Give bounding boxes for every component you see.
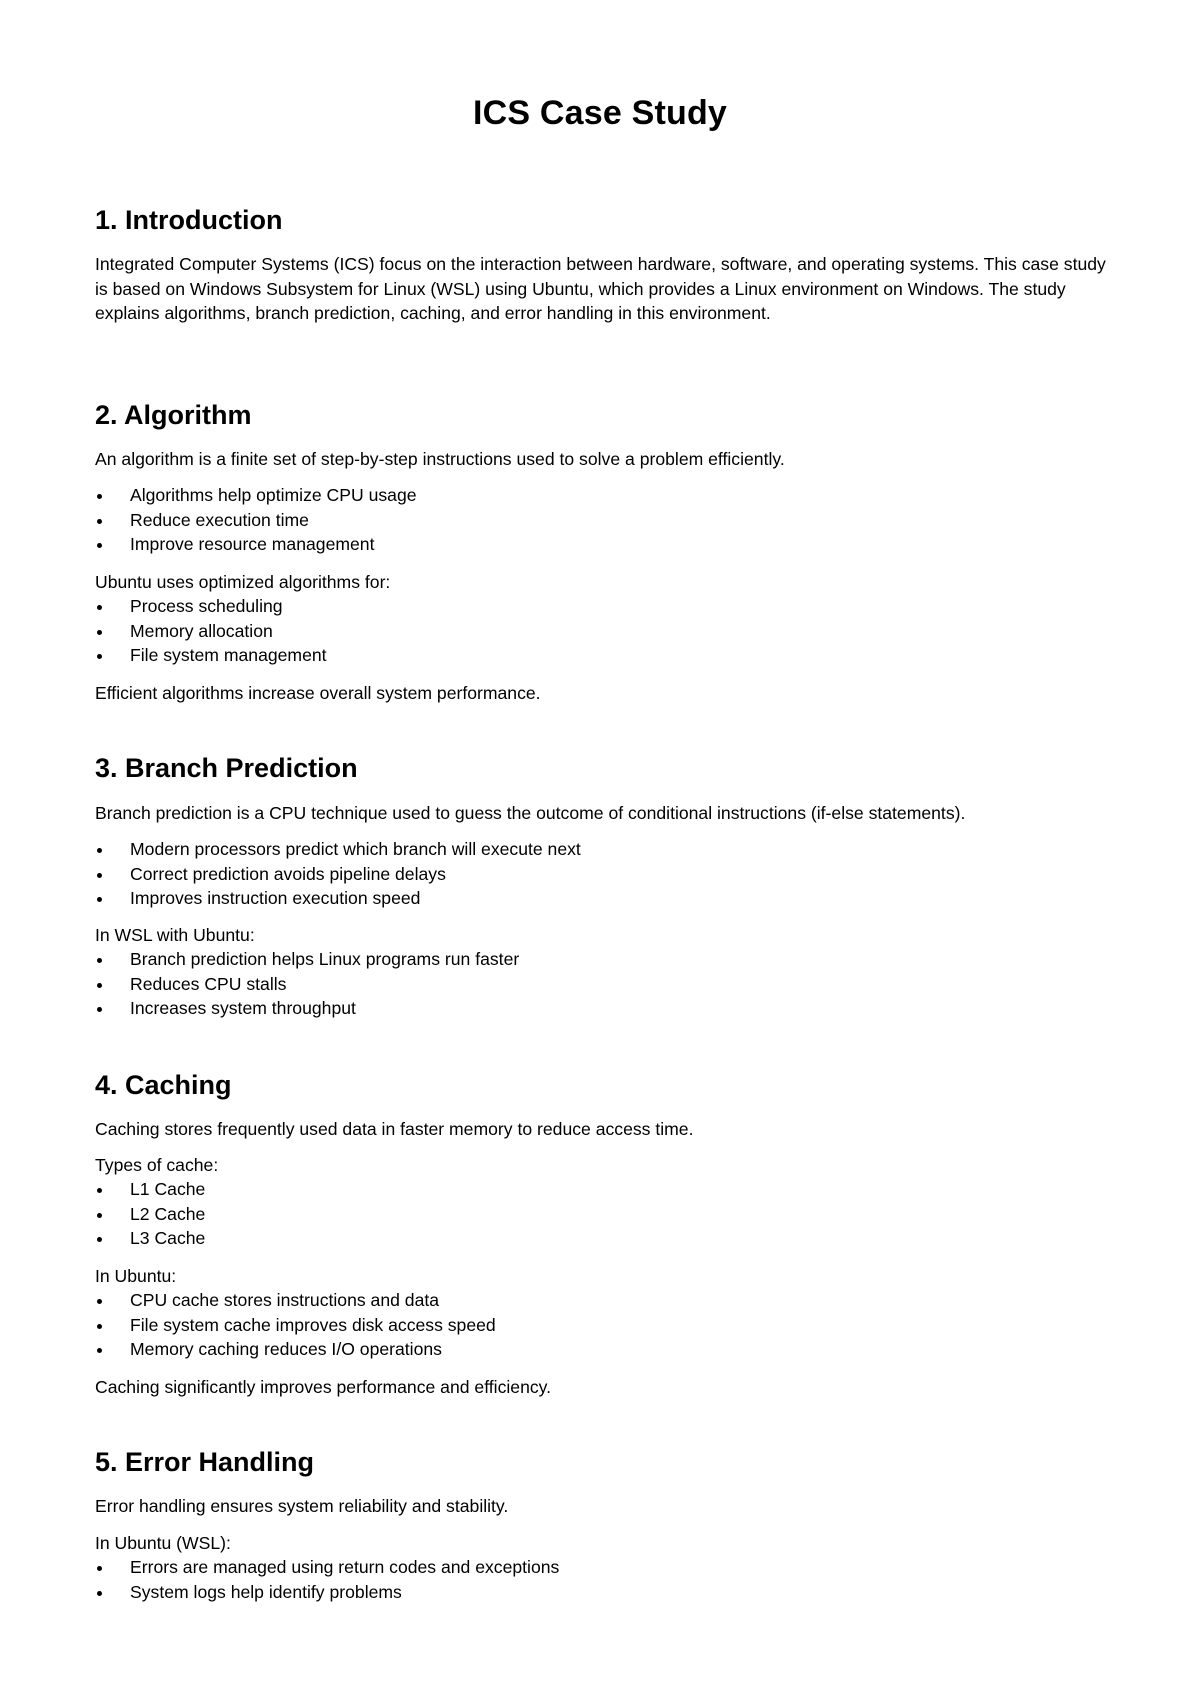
- bullet-icon: [97, 1007, 102, 1012]
- section-heading-branch-prediction: 3. Branch Prediction: [95, 753, 358, 783]
- bullet-icon: [97, 1348, 102, 1353]
- caching-intro: Caching stores frequently used data in faster memory to reduce access time.: [95, 1119, 694, 1139]
- section-heading-algorithm: 2. Algorithm: [95, 400, 252, 430]
- list-item: Memory caching reduces I/O operations: [95, 1337, 496, 1362]
- bullet-icon: [97, 958, 102, 963]
- introduction-paragraph: Integrated Computer Systems (ICS) focus on the interaction between hardware, software, and operating systems. This case study is based on Windows Subsystem for Linux (WSL) using Ubuntu, which provides a Linux environment on Windows. The study explains algorithms, branch prediction, caching, and error handling in this environment.: [95, 254, 1106, 323]
- document-title: ICS Case Study: [472, 94, 728, 132]
- error-handling-ubuntu-label: In Ubuntu (WSL):: [95, 1533, 231, 1553]
- list-item: File system cache improves disk access speed: [95, 1313, 496, 1338]
- list-item: Increases system throughput: [95, 996, 519, 1021]
- list-item: Algorithms help optimize CPU usage: [95, 483, 417, 508]
- error-handling-intro: Error handling ensures system reliability and stability.: [95, 1496, 509, 1516]
- list-item: L3 Cache: [95, 1226, 205, 1251]
- list-item: CPU cache stores instructions and data: [95, 1288, 496, 1313]
- bullet-icon: [97, 1213, 102, 1218]
- list-item: L2 Cache: [95, 1202, 205, 1227]
- list-item: Errors are managed using return codes and exceptions: [95, 1555, 559, 1580]
- algorithm-closing: Efficient algorithms increase overall system performance.: [95, 683, 541, 703]
- branch-prediction-wsl-label: In WSL with Ubuntu:: [95, 925, 255, 945]
- bullet-icon: [97, 1591, 102, 1596]
- bullet-icon: [97, 1324, 102, 1329]
- algorithm-intro: An algorithm is a finite set of step-by-step instructions used to solve a problem efficiently.: [95, 449, 785, 469]
- caching-ubuntu-list: [95, 1288, 496, 1362]
- bullet-icon: [97, 873, 102, 878]
- bullet-icon: [97, 1188, 102, 1193]
- section-heading-error-handling: 5. Error Handling: [95, 1447, 315, 1477]
- bullet-icon: [97, 543, 102, 548]
- bullet-icon: [97, 605, 102, 610]
- algorithm-benefits-list: [95, 483, 417, 557]
- list-item: Correct prediction avoids pipeline delays: [95, 862, 581, 887]
- bullet-icon: [97, 897, 102, 902]
- bullet-icon: [97, 494, 102, 499]
- cache-types-list: [95, 1177, 205, 1251]
- section-heading-caching: 4. Caching: [95, 1070, 232, 1100]
- algorithm-ubuntu-label: Ubuntu uses optimized algorithms for:: [95, 572, 391, 592]
- branch-prediction-list: [95, 837, 581, 911]
- section-heading-introduction: 1. Introduction: [95, 205, 283, 235]
- caching-closing: Caching significantly improves performance and efficiency.: [95, 1377, 552, 1397]
- bullet-icon: [97, 1237, 102, 1242]
- bullet-icon: [97, 983, 102, 988]
- bullet-icon: [97, 630, 102, 635]
- list-item: Branch prediction helps Linux programs run faster: [95, 947, 519, 972]
- list-item: Improves instruction execution speed: [95, 886, 581, 911]
- bullet-icon: [97, 1566, 102, 1571]
- list-item: System logs help identify problems: [95, 1580, 559, 1605]
- list-item: Reduce execution time: [95, 508, 417, 533]
- algorithm-ubuntu-list: [95, 594, 327, 668]
- branch-prediction-intro: Branch prediction is a CPU technique used to guess the outcome of conditional instructions (if-else statements).: [95, 803, 966, 823]
- bullet-icon: [97, 519, 102, 524]
- list-item: Improve resource management: [95, 532, 417, 557]
- bullet-icon: [97, 654, 102, 659]
- list-item: Reduces CPU stalls: [95, 972, 519, 997]
- error-handling-list: [95, 1555, 559, 1604]
- document-page: [95, 0, 1125, 1696]
- list-item: Process scheduling: [95, 594, 327, 619]
- caching-types-label: Types of cache:: [95, 1155, 219, 1175]
- bullet-icon: [97, 1299, 102, 1304]
- caching-ubuntu-label: In Ubuntu:: [95, 1266, 177, 1286]
- list-item: File system management: [95, 643, 327, 668]
- list-item: L1 Cache: [95, 1177, 205, 1202]
- bullet-icon: [97, 848, 102, 853]
- branch-prediction-wsl-list: [95, 947, 519, 1021]
- list-item: Memory allocation: [95, 619, 327, 644]
- list-item: Modern processors predict which branch will execute next: [95, 837, 581, 862]
